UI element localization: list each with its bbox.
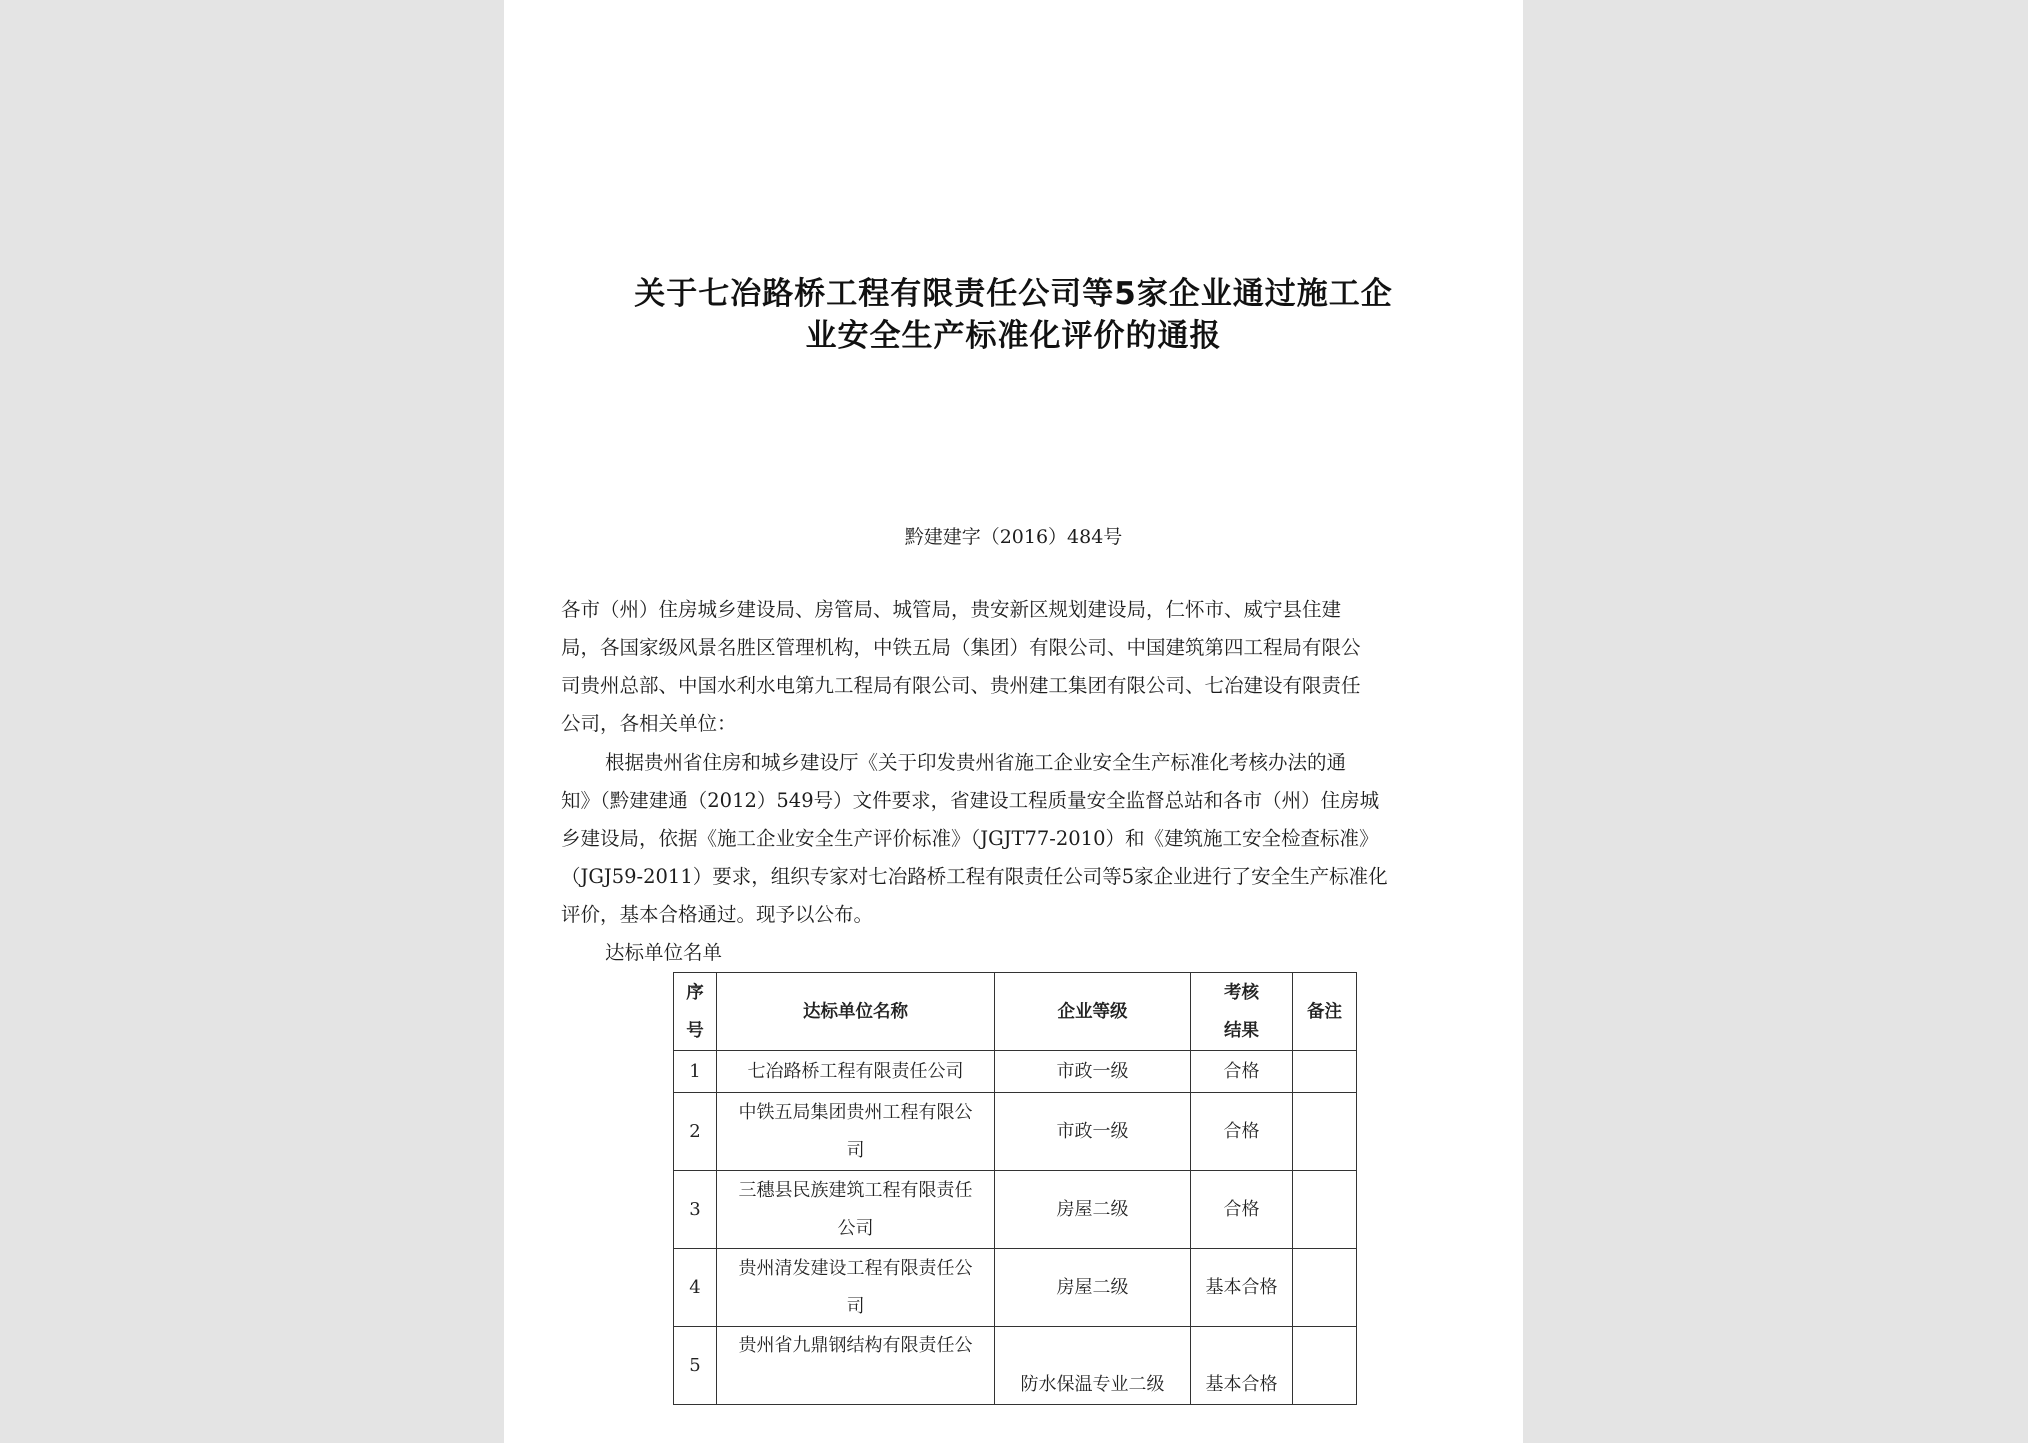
- table-row: [674, 1327, 1357, 1405]
- cell-enterprise-grade: 市政一级: [995, 1093, 1191, 1171]
- cell-unit-name: 七冶路桥工程有限责任公司: [717, 1051, 995, 1093]
- cell-unit-name: 贵州省九鼎钢结构有限责任公: [717, 1327, 995, 1405]
- cell-remarks: [1293, 1249, 1357, 1327]
- cell-unit-name: 贵州清发建设工程有限责任公 司: [717, 1249, 995, 1327]
- table-row: [674, 1051, 1357, 1093]
- body-line: 评价，基本合格通过。现予以公布。: [561, 903, 874, 926]
- qualified-units-table: [673, 972, 1357, 1405]
- table-header-row: [674, 973, 1357, 1051]
- body-line: 乡建设局，依据《施工企业安全生产评价标准》（JGJT77-2010）和《建筑施工安全检查标准》: [561, 827, 1379, 850]
- cell-serial-number: 4: [674, 1249, 717, 1327]
- recipients-line: 公司，各相关单位：: [561, 712, 737, 735]
- header-remarks: 备注: [1293, 973, 1357, 1051]
- cell-serial-number: 5: [674, 1327, 717, 1405]
- header-serial-number: 序 号: [674, 973, 717, 1051]
- cell-enterprise-grade: 房屋二级: [995, 1171, 1191, 1249]
- cell-serial-number: 1: [674, 1051, 717, 1093]
- cell-assessment-result: 合格: [1191, 1171, 1293, 1249]
- cell-remarks: [1293, 1051, 1357, 1093]
- table-row: [674, 1171, 1357, 1249]
- recipients-line: 各市（州）住房城乡建设局、房管局、城管局，贵安新区规划建设局，仁怀市、威宁县住建: [561, 598, 1342, 621]
- document-title-line-2: 业安全生产标准化评价的通报: [805, 318, 1222, 354]
- body-line: 知》（黔建建通（2012）549号）文件要求，省建设工程质量安全监督总站和各市（州）住房城: [561, 789, 1380, 812]
- document-title-line-1: 关于七冶路桥工程有限责任公司等5家企业通过施工企: [634, 276, 1393, 312]
- cell-serial-number: 3: [674, 1171, 717, 1249]
- cell-enterprise-grade: 房屋二级: [995, 1249, 1191, 1327]
- recipients-line: 局，各国家级风景名胜区管理机构，中铁五局（集团）有限公司、中国建筑第四工程局有限公: [561, 636, 1361, 659]
- document-number: 黔建建字（2016）484号: [904, 526, 1123, 548]
- header-enterprise-grade: 企业等级: [995, 973, 1191, 1051]
- body-line: 根据贵州省住房和城乡建设厅《关于印发贵州省施工企业安全生产标准化考核办法的通: [605, 751, 1347, 774]
- cell-enterprise-grade: 防水保温专业二级: [995, 1327, 1191, 1405]
- list-heading: 达标单位名单: [605, 941, 723, 964]
- header-assessment-result: 考核 结果: [1191, 973, 1293, 1051]
- cell-remarks: [1293, 1171, 1357, 1249]
- document-page: [504, 0, 1523, 1443]
- cell-assessment-result: 合格: [1191, 1093, 1293, 1171]
- cell-remarks: [1293, 1327, 1357, 1405]
- cell-unit-name: 三穗县民族建筑工程有限责任 公司: [717, 1171, 995, 1249]
- cell-unit-name: 中铁五局集团贵州工程有限公 司: [717, 1093, 995, 1171]
- cell-enterprise-grade: 市政一级: [995, 1051, 1191, 1093]
- cell-assessment-result: 基本合格: [1191, 1249, 1293, 1327]
- cell-assessment-result: 合格: [1191, 1051, 1293, 1093]
- header-unit-name: 达标单位名称: [717, 973, 995, 1051]
- cell-remarks: [1293, 1093, 1357, 1171]
- body-line: （JGJ59-2011）要求，组织专家对七冶路桥工程有限责任公司等5家企业进行了安全生产标准化: [561, 865, 1388, 888]
- cell-assessment-result: 基本合格: [1191, 1327, 1293, 1405]
- cell-serial-number: 2: [674, 1093, 717, 1171]
- table-row: [674, 1093, 1357, 1171]
- recipients-line: 司贵州总部、中国水利水电第九工程局有限公司、贵州建工集团有限公司、七冶建设有限责任: [561, 674, 1361, 697]
- table-row: [674, 1249, 1357, 1327]
